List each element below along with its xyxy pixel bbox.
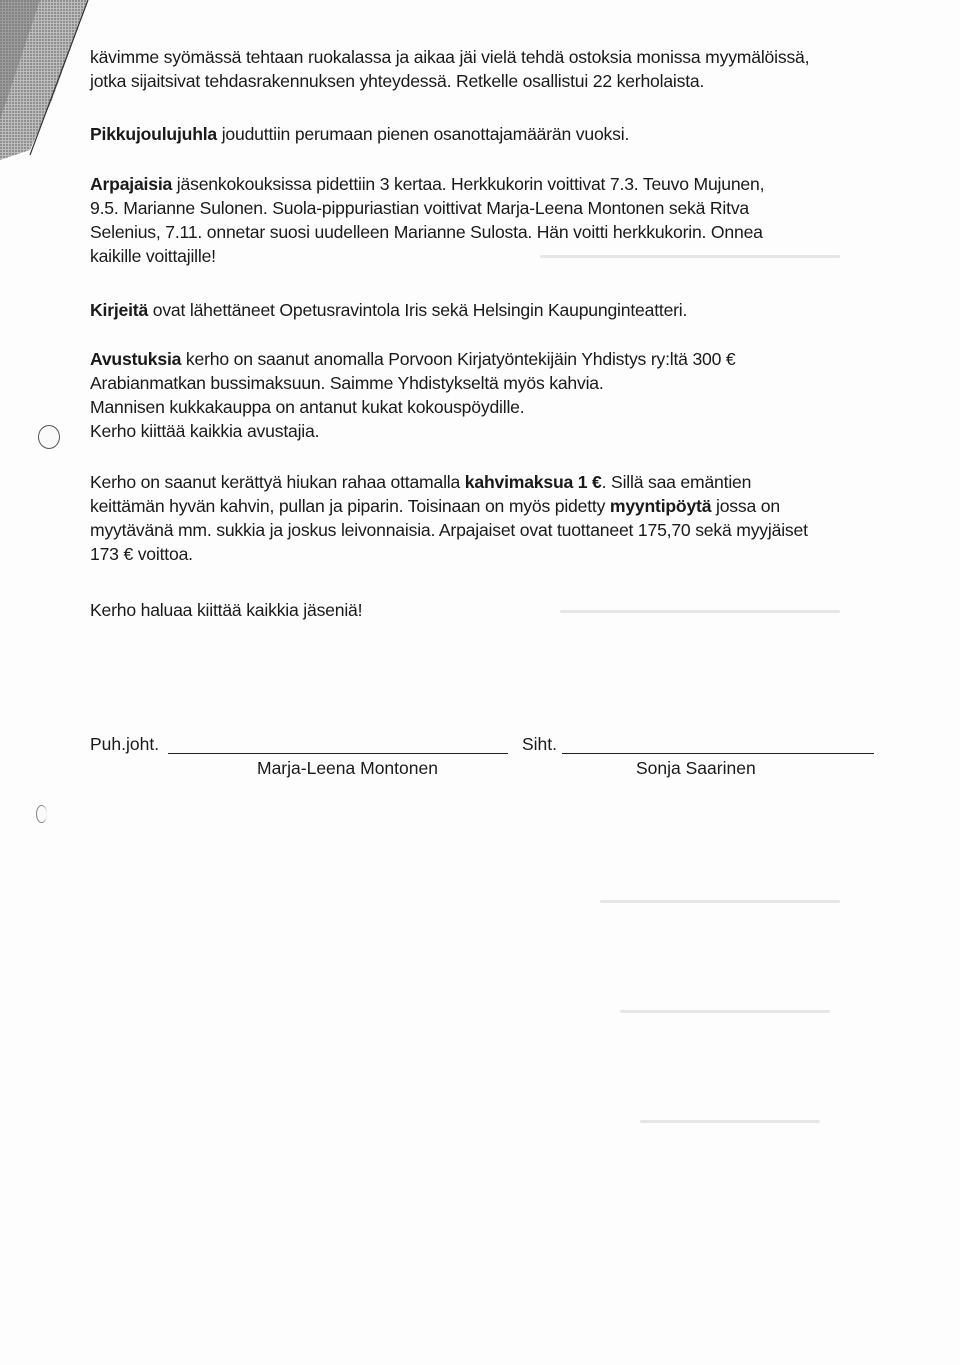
signature-row [90, 734, 890, 758]
fundraising-line-2a: keittämän hyvän kahvin, pullan ja piparin. Toisinaan on myös pidetty [90, 496, 610, 516]
coffee-fee-bold: kahvimaksua 1 € [464, 472, 602, 492]
chair-label: Puh.joht. [90, 734, 160, 754]
lottery-line-1: jäsenkokouksissa pidettiin 3 kertaa. Herkkukorin voittivat 7.3. Teuvo Mujunen, [172, 174, 765, 194]
lottery-line-2: 9.5. Marianne Sulonen. Suola-pippuriastian voittivat Marja-Leena Montonen sekä Ritva [90, 198, 749, 218]
fundraising-line-2b: jossa on [711, 496, 780, 516]
fundraising-line-1b: . Sillä saa emäntien [601, 472, 752, 492]
fundraising-line-4: 173 € voittoa. [90, 544, 193, 564]
fundraising-line-1a: Kerho on saanut kerättyä hiukan rahaa ottamalla [90, 472, 465, 492]
lottery-line-3: Selenius, 7.11. onnetar suosi uudelleen Marianne Sulosta. Hän voitti herkkukorin. Onnea [90, 222, 763, 242]
thanks-paragraph [90, 598, 890, 622]
secretary-name: Sonja Saarinen [636, 758, 756, 778]
chair-signature-line [168, 753, 508, 754]
lottery-heading: Arpajaisia [90, 174, 173, 194]
christmas-party-text: jouduttiin perumaan pienen osanottajamäärän vuoksi. [217, 124, 630, 144]
scan-shadow-corner [0, 0, 95, 170]
lottery-line-4: kaikille voittajille! [90, 246, 216, 266]
bleed-through-mark [640, 1120, 820, 1123]
punch-hole-mark [36, 805, 47, 823]
sales-table-bold: myyntipöytä [609, 496, 712, 516]
chair-name: Marja-Leena Montonen [257, 758, 438, 778]
letters-text: ovat lähettäneet Opetusravintola Iris sekä Helsingin Kaupunginteatteri. [148, 300, 688, 320]
grants-paragraph [90, 347, 890, 443]
christmas-party-paragraph [90, 122, 890, 146]
trip-line-2: jotka sijaitsivat tehdasrakennuksen yhteydessä. Retkelle osallistui 22 kerholaista. [90, 71, 705, 91]
trip-paragraph [90, 45, 890, 93]
christmas-party-heading: Pikkujoulujuhla [90, 124, 218, 144]
grants-line-3: Mannisen kukkakauppa on antanut kukat kokouspöydille. [90, 397, 525, 417]
secretary-label: Siht. [522, 734, 558, 754]
letters-paragraph [90, 298, 890, 322]
punch-hole-mark [38, 425, 60, 449]
grants-line-2: Arabianmatkan bussimaksuun. Saimme Yhdistykseltä myös kahvia. [90, 373, 604, 393]
thanks-text: Kerho haluaa kiittää kaikkia jäseniä! [90, 600, 363, 620]
bleed-through-mark [620, 1010, 830, 1013]
lottery-paragraph [90, 172, 890, 268]
grants-line-1: kerho on saanut anomalla Porvoon Kirjatyöntekijäin Yhdistys ry:ltä 300 € [181, 349, 736, 369]
trip-line-1: kävimme syömässä tehtaan ruokalassa ja aikaa jäi vielä tehdä ostoksia monissa myymälöissä, [90, 47, 810, 67]
letters-heading: Kirjeitä [90, 300, 149, 320]
bleed-through-mark [600, 900, 840, 903]
fundraising-paragraph [90, 470, 890, 566]
secretary-signature-line [562, 753, 874, 754]
fundraising-line-3: myytävänä mm. sukkia ja joskus leivonnaisia. Arpajaiset ovat tuottaneet 175,70 sekä myyjäiset [90, 520, 808, 540]
grants-line-4: Kerho kiittää kaikkia avustajia. [90, 421, 320, 441]
grants-heading: Avustuksia [90, 349, 182, 369]
